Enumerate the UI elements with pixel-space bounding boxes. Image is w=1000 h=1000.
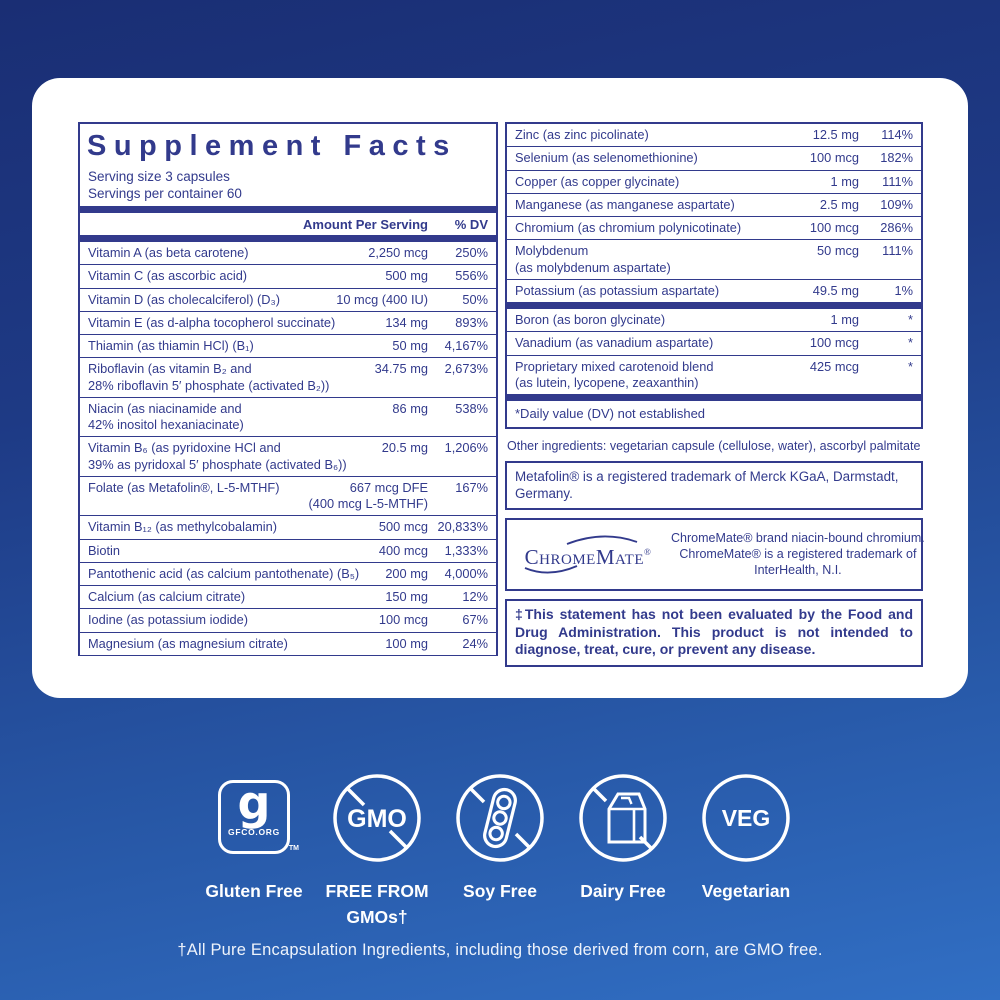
nutrient-name: Vanadium (as vanadium aspartate) [515,335,714,351]
nutrient-row [80,242,496,265]
nutrient-name: Molybdenum (as molybdenum aspartate) [515,243,671,275]
nutrient-name: Vitamin B₆ (as pyridoxine HCl and 39% as pyridoxal 5′ phosphate (activated B₆)) [88,440,347,472]
nutrient-amount: 12.5 mg [812,127,859,142]
svg-text:VEG: VEG [721,805,771,831]
nutrient-name: Iodine (as potassium iodide) [88,612,249,628]
soybean-crossed-circle-icon [454,772,546,864]
nutrient-row [80,540,496,563]
badge-gmo-free [316,770,439,931]
nutrient-row [507,309,921,332]
gmo-footnote: †All Pure Encapsulation Ingredients, including those derived from corn, are GMO free. [177,941,823,959]
veg-circle-icon [700,772,792,864]
nutrient-dv: 286% [880,220,913,235]
nutrient-name: Niacin (as niacinamide and 42% inositol hexaniacinate) [88,400,244,432]
nutrient-amount: 10 mcg (400 IU) [336,291,428,307]
nutrient-name: Proprietary mixed carotenoid blend (as lutein, lycopene, zeaxanthin) [515,358,714,390]
nutrient-row [80,563,496,586]
nutrient-amount: 1 mg [830,173,859,189]
nutrient-row [507,147,921,170]
supplement-facts-panel [32,78,968,698]
thick-divider [80,235,496,242]
nutrient-name: Copper (as copper glycinate) [515,173,680,189]
badges-row [0,770,1000,931]
nutrient-name: Chromium (as chromium polynicotinate) [515,220,742,235]
badge-soy-free [439,770,562,931]
nutrient-amount: 2,250 mcg [368,245,428,260]
fda-disclaimer-text: ‡This statement has not been evaluated by the Food and Drug Administration. This product is not intended to diagnose, treat, cure, or prevent any disease. [515,605,913,658]
table-header-row [80,213,496,235]
nutrient-dv: * [908,335,913,351]
nutrient-amount: 20.5 mg [381,440,428,456]
nutrient-name: Vitamin B₁₂ (as methylcobalamin) [88,519,277,535]
nutrient-row [80,335,496,358]
nutrient-row [507,356,921,395]
nutrient-row [507,332,921,355]
nutrient-dv: 50% [462,291,488,307]
nutrient-row [80,289,496,312]
nutrient-amount: 86 mg [392,400,428,416]
gfco-g-glyph: g [237,776,271,830]
nutrient-dv: 182% [880,150,913,166]
fda-disclaimer-box [505,599,923,668]
nutrient-name: Zinc (as zinc picolinate) [515,127,649,142]
nutrient-amount: 500 mcg [378,519,428,535]
nutrient-row [507,194,921,217]
nutrient-name: Vitamin A (as beta carotene) [88,245,249,260]
nutrient-dv: 24% [462,635,488,651]
nutrient-amount: 49.5 mg [812,282,859,298]
nutrient-dv: 1,206% [444,440,488,456]
milk-carton-crossed-circle-icon [577,772,669,864]
nutrient-row [507,171,921,194]
gmo-crossed-circle-icon [331,772,423,864]
other-ingredients: Other ingredients: vegetarian capsule (cellulose, water), ascorbyl palmitate [507,439,921,453]
nutrient-dv: 2,673% [444,361,488,377]
nutrient-dv: * [908,358,913,374]
nutrient-amount: 400 mcg [378,542,428,558]
nutrient-dv: 12% [462,589,488,604]
nutrient-name: Vitamin E (as d-alpha tocopherol succinate) [88,314,336,330]
nutrient-dv: 167% [455,479,488,495]
nutrient-amount: 1 mg [830,312,859,327]
nutrient-amount: 150 mg [385,589,428,604]
nutrient-row [507,280,921,302]
nutrient-amount: 100 mcg [809,335,859,351]
nutrient-name: Calcium (as calcium citrate) [88,589,246,604]
nutrient-dv: 111% [882,173,913,189]
nutrient-row [80,358,496,398]
nutrient-amount: 667 mcg DFE (400 mcg L-5-MTHF) [308,479,428,511]
nutrient-row [80,609,496,632]
nutrient-row [80,265,496,288]
chromemate-logo: CHROMEMATE® [515,538,661,571]
nutrient-name: Folate (as Metafolin®, L-5-MTHF) [88,479,280,495]
nutrient-name: Magnesium (as magnesium citrate) [88,635,288,651]
nutrient-dv: 114% [881,127,913,142]
right-nutrient-box [505,122,923,429]
nutrient-amount: 100 mcg [809,220,859,235]
nutrient-amount: 2.5 mg [819,196,859,212]
nutrient-dv: 893% [455,314,488,330]
nutrient-dv: 111% [882,243,913,259]
supplement-facts-title: Supplement Facts [87,130,457,162]
nutrient-dv: 4,167% [444,338,488,353]
nutrient-dv: * [908,312,913,327]
gfco-org-text: GFCO.ORG [228,827,280,837]
chromemate-box [505,518,923,591]
left-nutrient-rows [80,242,496,656]
nutrient-name: Riboflavin (as vitamin B₂ and 28% riboflavin 5′ phosphate (activated B₂)) [88,361,330,393]
svg-text:GMO: GMO [347,805,407,833]
nutrient-dv: 109% [880,196,913,212]
nutrient-row [80,516,496,539]
nutrient-dv: 67% [462,612,488,628]
nutrient-amount: 134 mg [385,314,428,330]
servings-per-container: Servings per container 60 [88,186,242,201]
nutrient-row [80,477,496,517]
nutrient-amount: 100 mcg [809,150,859,166]
nutrient-dv: 1,333% [444,542,488,558]
right-nutrient-rows [507,124,921,401]
nutrient-amount: 425 mcg [809,358,859,374]
badge-label: Gluten Free [205,881,303,901]
thick-divider [507,302,921,309]
gfco-gluten-free-icon [211,774,297,862]
daily-value-note: *Daily value (DV) not established [515,406,706,421]
nutrient-row [507,217,921,240]
nutrient-name: Boron (as boron glycinate) [515,312,666,327]
trademark-tm: TM [288,845,299,852]
nutrient-name: Potassium (as potassium aspartate) [515,282,720,298]
nutrient-dv: 556% [455,268,488,284]
badge-gluten-free [193,770,316,931]
chromemate-text: ChromeMate® brand niacin-bound chromium. ChromeMate® is a registered trademark of InterHealth, N.I. [671,530,925,578]
nutrient-row [80,586,496,609]
metafolin-trademark-text: Metafolin® is a registered trademark of Merck KGaA, Darmstadt, Germany. [515,469,899,502]
amount-per-serving-header: Amount Per Serving [303,217,428,232]
nutrient-name: Manganese (as manganese aspartate) [515,196,735,212]
nutrient-row [80,633,496,656]
nutrient-row [80,437,496,477]
nutrient-name: Thiamin (as thiamin HCl) (B₁) [88,338,254,353]
nutrient-name: Selenium (as selenomethionine) [515,150,698,166]
metafolin-trademark-box [505,461,923,510]
nutrient-amount: 200 mg [385,565,428,581]
nutrient-row [507,240,921,280]
badge-vegetarian [685,770,808,931]
left-column [78,122,498,656]
nutrient-row [80,312,496,335]
badge-label: Dairy Free [580,881,666,901]
badge-dairy-free [562,770,685,931]
nutrient-amount: 100 mg [385,635,428,651]
nutrient-name: Vitamin C (as ascorbic acid) [88,268,248,284]
nutrient-amount: 50 mcg [817,243,859,259]
nutrient-row [507,124,921,147]
nutrient-dv: 250% [455,245,488,260]
nutrient-name: Vitamin D (as cholecalciferol) (D₃) [88,291,281,307]
badge-label: Soy Free [463,881,537,901]
nutrient-dv: 4,000% [444,565,488,581]
badge-label: Vegetarian [701,881,791,901]
thick-divider [507,394,921,401]
right-column [505,122,923,667]
nutrient-row [80,398,496,438]
thick-divider [80,206,496,213]
serving-size: Serving size 3 capsules [88,169,230,184]
nutrient-amount: 100 mcg [378,612,428,628]
nutrient-dv: 20,833% [437,519,488,535]
nutrient-dv: 1% [894,282,913,298]
nutrient-amount: 500 mg [385,268,428,284]
nutrient-name: Biotin [88,542,121,558]
badge-label: FREE FROM GMOs† [325,881,429,928]
percent-dv-header: % DV [454,217,488,232]
nutrient-amount: 34.75 mg [374,361,428,377]
nutrient-dv: 538% [455,400,488,416]
nutrient-name: Pantothenic acid (as calcium pantothenate) (B₅) [88,565,360,581]
nutrient-amount: 50 mg [392,338,428,353]
